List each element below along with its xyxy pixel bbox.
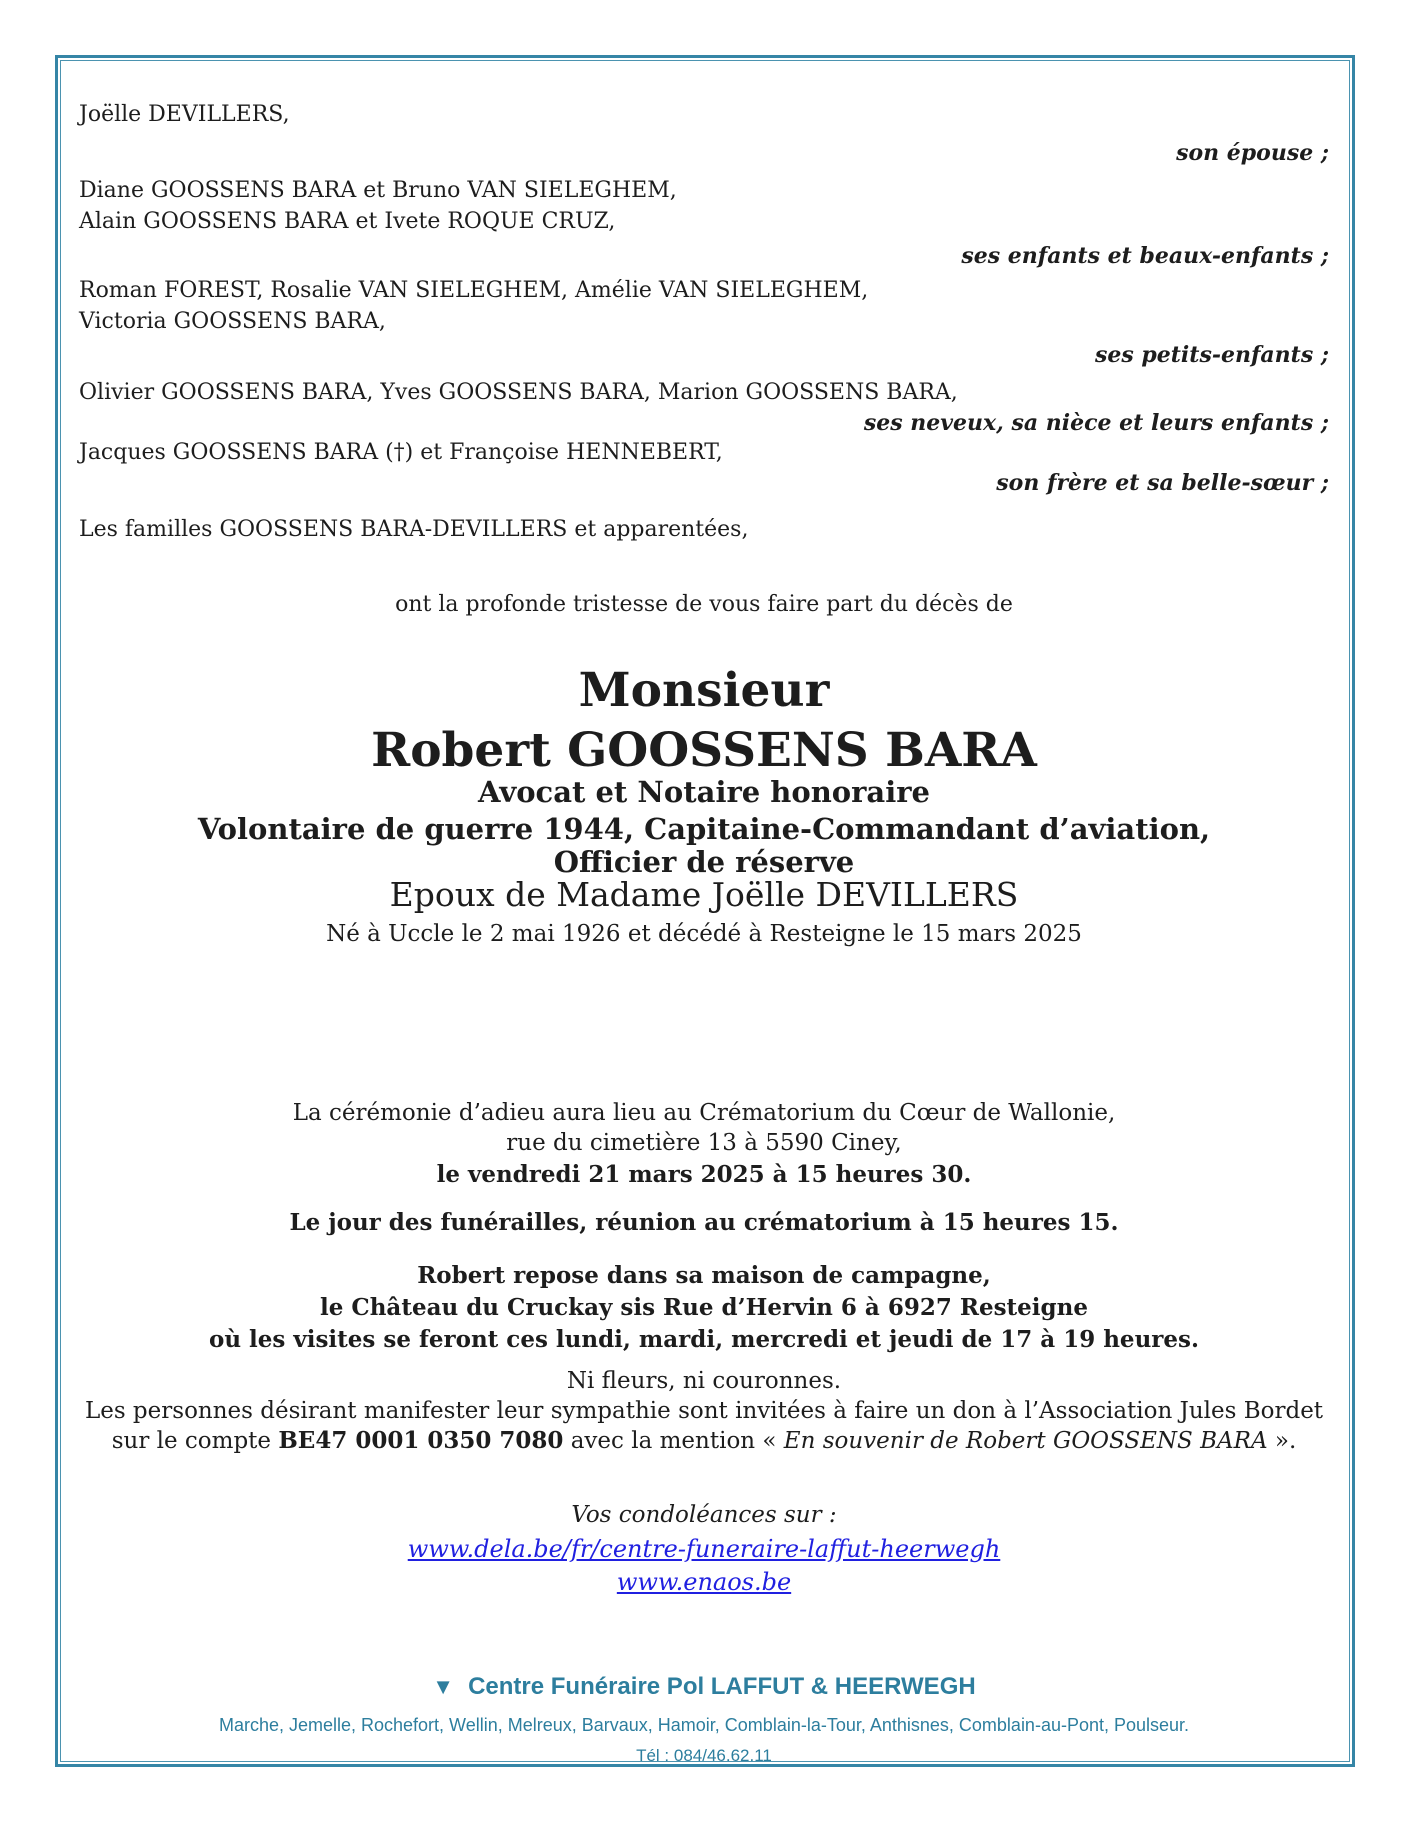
family-line-spouse-name: Joëlle DEVILLERS,: [79, 102, 290, 127]
family-line-children-1: Diane GOOSSENS BARA et Bruno VAN SIELEGHEM,: [79, 178, 677, 203]
donation-mention-text: En souvenir de Robert GOOSSENS BARA: [783, 1428, 1268, 1454]
relation-line-nephews: ses neveux, sa nièce et leurs enfants ;: [863, 410, 1329, 436]
deceased-name: Robert GOOSSENS BARA: [371, 723, 1037, 778]
condolences-link-row-1: [79, 1533, 1329, 1565]
deceased-honor-2: Volontaire de guerre 1944, Capitaine-Commandant d’aviation,: [197, 812, 1211, 846]
deceased-honor-3: Officier de réserve: [553, 845, 855, 879]
repose-line-3: où les visites se feront ces lundi, mardi, mercredi et jeudi de 17 à 19 heures.: [208, 1326, 1199, 1353]
condolences-label: Vos condoléances sur :: [571, 1502, 837, 1528]
donation-account-suffix: ».: [1267, 1428, 1297, 1454]
ceremony-date-line: le vendredi 21 mars 2025 à 15 heures 30.: [436, 1161, 972, 1188]
donation-account-prefix: sur le compte: [111, 1428, 279, 1454]
donation-account-line: [79, 1426, 1329, 1456]
family-line-extended-families: Les familles GOOSSENS BARA-DEVILLERS et apparentées,: [79, 517, 749, 542]
relation-line-brother: son frère et sa belle-sœur ;: [996, 470, 1329, 496]
family-line-children-2: Alain GOOSSENS BARA et Ivete ROQUE CRUZ,: [79, 209, 616, 234]
page-border-frame-inner: [60, 60, 1350, 1765]
bank-account-number: BE47 0001 0350 7080: [278, 1427, 564, 1454]
condolences-link-enaos[interactable]: www.enaos.be: [616, 1568, 792, 1596]
ceremony-address-line: rue du cimetière 13 à 5590 Ciney,: [506, 1130, 902, 1156]
relation-line-spouse: son épouse ;: [1176, 140, 1329, 166]
family-line-grandchildren-1: Roman FOREST, Rosalie VAN SIELEGHEM, Amélie VAN SIELEGHEM,: [79, 278, 869, 303]
deceased-spouse-line: Epoux de Madame Joëlle DEVILLERS: [389, 875, 1019, 914]
ceremony-place-line: La cérémonie d’adieu aura lieu au Crématorium du Cœur de Wallonie,: [292, 1100, 1116, 1126]
repose-line-1: Robert repose dans sa maison de campagne,: [417, 1262, 991, 1289]
condolences-link-row-2: [79, 1566, 1329, 1598]
family-line-grandchildren-2: Victoria GOOSSENS BARA,: [79, 309, 386, 334]
donation-intro-line: Les personnes désirant manifester leur sympathie sont invitées à faire un don à l’Association Jules Bordet: [84, 1398, 1324, 1424]
no-flowers-line: Ni fleurs, ni couronnes.: [566, 1368, 842, 1394]
family-line-nephews: Olivier GOOSSENS BARA, Yves GOOSSENS BARA, Marion GOOSSENS BARA,: [79, 380, 958, 405]
funeral-home-name: Centre Funéraire Pol LAFFUT & HEERWEGH: [468, 1673, 976, 1700]
funeral-home-phone: Tél : 084/46.62.11: [636, 1746, 772, 1765]
ceremony-meeting-line: Le jour des funérailles, réunion au crématorium à 15 heures 15.: [289, 1209, 1119, 1236]
repose-line-2: le Château du Cruckay sis Rue d’Hervin 6 à 6927 Resteigne: [320, 1294, 1088, 1321]
condolences-link-dela[interactable]: www.dela.be/fr/centre-funeraire-laffut-heerwegh: [407, 1535, 1001, 1563]
deceased-honor-1: Avocat et Notaire honoraire: [478, 775, 930, 809]
funeral-home-locations: Marche, Jemelle, Rochefort, Wellin, Melreux, Barvaux, Hamoir, Comblain-la-Tour, Anthisnes, Comblain-au-Pont, Poulseur.: [218, 1715, 1190, 1735]
relation-line-children: ses enfants et beaux-enfants ;: [961, 243, 1329, 269]
page-border-frame: [55, 55, 1355, 1767]
relation-line-grandchildren: ses petits-enfants ;: [1094, 342, 1329, 368]
funeral-home-header: [79, 1670, 1329, 1704]
deceased-life-dates: Né à Uccle le 2 mai 1926 et décédé à Resteigne le 15 mars 2025: [326, 921, 1082, 947]
deceased-title: Monsieur: [578, 663, 830, 718]
triangle-marker-icon: ▼: [432, 1674, 455, 1699]
donation-account-middle: avec la mention «: [563, 1428, 784, 1454]
family-line-brother: Jacques GOOSSENS BARA (†) et Françoise HENNEBERT,: [79, 440, 723, 465]
intro-sentence: ont la profonde tristesse de vous faire part du décès de: [395, 592, 1013, 617]
